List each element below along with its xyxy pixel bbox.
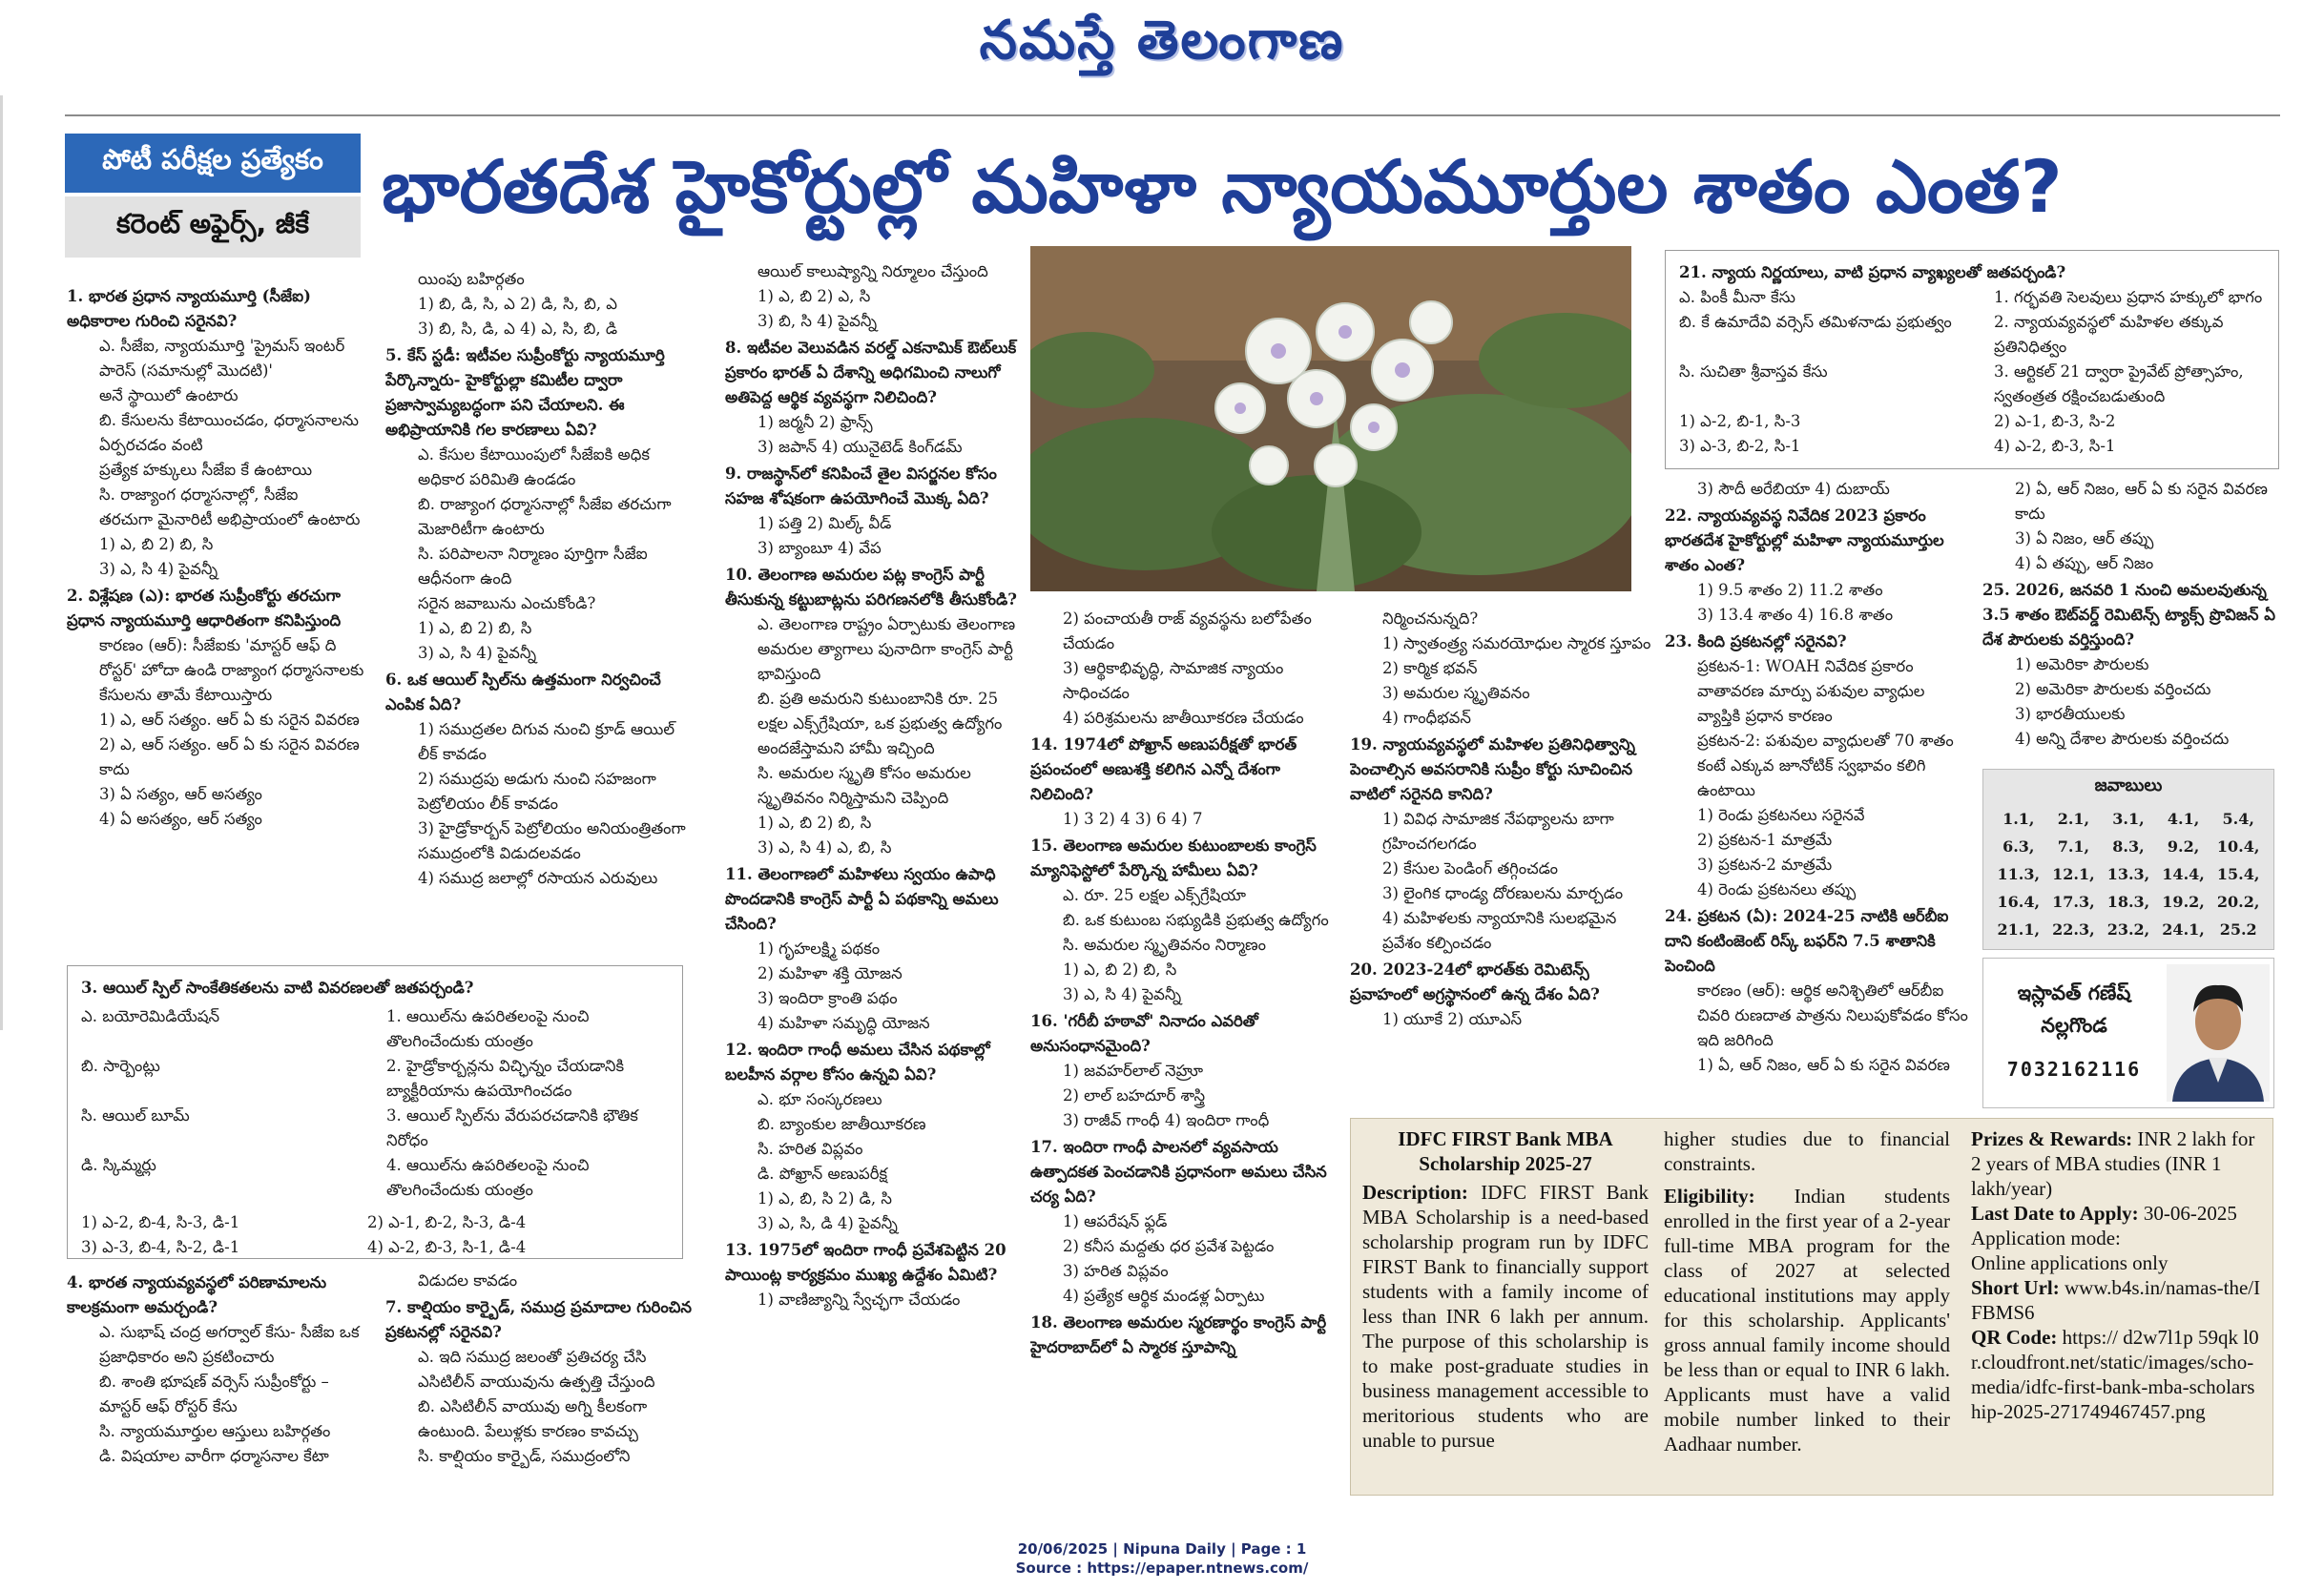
description-continued: higher studies due to financial constraints. xyxy=(1664,1127,1950,1175)
option-text: సి. కాల్షియం కార్బైడ్, సముద్రంలోని xyxy=(418,1447,631,1465)
option-text: 2) అమెరికా పౌరులకు వర్తించదు xyxy=(2015,680,2211,698)
option-text: 1) స్వాతంత్ర్య సమరయోధుల స్మారక స్తూపం 2) కార్మిక భవన్ xyxy=(1382,634,1651,677)
option-text: 3) రాజీవ్ గాంధీ 4) ఇందిరా గాంధీ xyxy=(1063,1111,1270,1129)
author-box xyxy=(1982,958,2274,1108)
option-text: 4) పరిశ్రమలను జాతీయీకరణ చేయడం xyxy=(1063,709,1304,727)
match-right: 1. గర్భవతి సెలవులు ప్రధాన హక్కులో భాగం xyxy=(1994,288,2263,306)
option-text: 3) బి, సి, డి, ఎ 4) ఎ, సి, బి, డి xyxy=(418,320,618,338)
prizes xyxy=(1971,1126,2261,1201)
option-text: ఎ. ఇది సముద్ర జలంతో ప్రతిచర్య చేసి ఎసిటిలీన్ వాయువును ఉత్పత్తి చేస్తుంది xyxy=(418,1348,655,1391)
option-text: 3) బ్యాంబూ 4) వేప xyxy=(757,539,882,557)
column-3 xyxy=(725,259,1021,1528)
match-option: 3) ఎ-3, బి-4, సి-2, డి-1 xyxy=(81,1238,240,1256)
author-city: నల్లగొండ xyxy=(2041,1014,2107,1037)
option-text: 2) కేసుల పెండింగ్ తగ్గించడం xyxy=(1382,859,1559,878)
option-text: సి. అమరుల స్మృతి కోసం అమరుల స్మృతివనం నిర్మిస్తామని చెప్పింది xyxy=(757,764,971,807)
option-text: 3) భారతీయులకు xyxy=(2015,705,2126,723)
option-text: బి. బ్యాంకుల జాతీయీకరణ xyxy=(757,1115,926,1133)
option-text: 4) మహిళా సమృద్ధి యోజన xyxy=(757,1014,930,1032)
option-text: 1) గృహలక్ష్మి పథకం xyxy=(757,940,881,958)
option-text: 4) ప్రత్యేక ఆర్థిక మండళ్ల ఏర్పాటు xyxy=(1063,1287,1265,1305)
option-text: 3) ఎ, సి 4) పైవన్నీ xyxy=(99,560,218,578)
option-text: ప్రకటన-2: పశువుల వ్యాధులతో 70 శాతం కంటే ఎక్కువ జూనోటిక్ స్వభావం కలిగి ఉంటాయి xyxy=(1697,732,1954,799)
option-text: 4) సముద్ర జలాల్లో రసాయన ఎరువులు xyxy=(418,869,658,887)
answer-cell: 11.3, xyxy=(1997,865,2041,883)
match-option: 2) ఎ-1, బి-3, సి-2 xyxy=(1994,412,2116,430)
answers-row xyxy=(1991,860,2266,888)
answers-row xyxy=(1991,916,2266,943)
headline: భారతదేశ హైకోర్టుల్లో మహిళా న్యాయమూర్తుల శాతం ఎంత? xyxy=(382,144,2063,229)
footer xyxy=(0,1539,2324,1578)
option-text: 2) సముద్రపు అడుగు నుంచి సహజంగా పెట్రోలియం లీక్ కావడం xyxy=(418,770,656,813)
qr-label: QR Code: xyxy=(1971,1326,2058,1349)
option-text: నిర్మించనున్నది? xyxy=(1382,609,1479,628)
answer-cell: 13.3, xyxy=(2106,865,2150,883)
question-21-box xyxy=(1665,250,2279,469)
answer-cell: 12.1, xyxy=(2052,865,2095,883)
answer-cell: 6.3, xyxy=(2002,837,2035,856)
option-text: డి. పోఖ్రాన్ అణుపరీక్ష xyxy=(757,1165,888,1183)
match-left: ఎ. బయోరెమిడియేషన్ xyxy=(81,1007,220,1025)
option-text: 3) ఎ, సి, డి 4) పైవన్నీ xyxy=(757,1214,898,1232)
question-text: 19. న్యాయవ్యవస్థలో మహిళల ప్రతినిధిత్వాన్ని పెంచాల్సిన అవసరానికి సుప్రీం కోర్టు సూచించిన వాటిలో సరైనది కానిది? xyxy=(1350,735,1635,803)
option-text: 2) ఎ, ఆర్ సత్యం. ఆర్ ఏ కు సరైన వివరణ కాదు xyxy=(99,735,360,778)
page-edge xyxy=(0,95,3,1030)
match-right: 2. న్యాయవ్యవస్థలో మహిళల తక్కువ ప్రతినిధిత్వం xyxy=(1994,313,2224,356)
author-photo xyxy=(2167,964,2270,1102)
answer-cell: 17.3, xyxy=(2052,893,2095,911)
match-right: 2. హైడ్రోకార్బన్లను విచ్ఛిన్నం చేయడానికి బ్యాక్టీరియాను ఉపయోగించడం xyxy=(386,1057,625,1100)
option-text: 3) ఏ సత్యం, ఆర్ అసత్యం xyxy=(99,785,262,803)
option-text: కారణం (ఆర్): ఆర్థిక అనిశ్చితిలో ఆర్‌బీఐ చివరి రుణదాత పాత్రను నిలుపుకోవడం కోసం ఇది జరిగింది xyxy=(1697,981,1968,1049)
question-text: 22. న్యాయవ్యవస్థ నివేదిక 2023 ప్రకారం భారతదేశ హైకోర్టుల్లో మహిళా న్యాయమూర్తుల శాతం ఎంత? xyxy=(1665,506,1944,574)
match-option: 1) ఎ-2, బి-4, సి-3, డి-1 xyxy=(81,1213,240,1231)
question-text: 1. భారత ప్రధాన న్యాయమూర్తి (సీజేఐ) అధికారాల గురించి సరైనవి? xyxy=(67,287,311,330)
option-text: 3) సౌదీ అరేబియా 4) దుబాయ్ xyxy=(1697,480,1890,498)
section-badge-top: పోటీ పరీక్షల ప్రత్యేకం xyxy=(65,134,361,193)
answer-cell: 8.3, xyxy=(2112,837,2145,856)
option-text: 4) గాంధీభవన్ xyxy=(1382,709,1471,727)
last-date-label: Last Date to Apply: xyxy=(1971,1202,2139,1225)
author-name: ఇస్లావత్ గణేష్ xyxy=(2017,981,2131,1004)
answers-title: జవాబులు xyxy=(2094,775,2163,795)
option-text: 4) రెండు ప్రకటనలు తప్పు xyxy=(1697,880,1857,898)
option-text: 1) పత్తి 2) మిల్క్ వీడ్ xyxy=(757,514,892,532)
options-grid-21 xyxy=(1679,409,2265,459)
match-left: ఎ. పింకీ మీనా కేసు xyxy=(1679,288,1795,306)
option-text: 4) ఏ తప్పు, ఆర్ నిజం xyxy=(2015,554,2154,572)
question-21-title: 21. న్యాయ నిర్ణయాలు, వాటి ప్రధాన వ్యాఖ్యలతో జతపర్చండి? xyxy=(1679,263,2066,281)
answers-table xyxy=(1991,805,2266,943)
option-text: 3) బి, సి 4) పైవన్నీ xyxy=(757,312,878,330)
answer-cell: 3.1, xyxy=(2112,810,2145,828)
option-text: ఎ. రూ. 25 లక్షల ఎక్స్‌గ్రేషియా xyxy=(1063,886,1246,904)
option-text: 1) ఎ, బి 2) బి, సి xyxy=(99,535,214,553)
question-7-block xyxy=(385,1269,693,1526)
option-text: ఎ. సుభాష్ చంద్ర అగర్వాల్ కేసు- సీజేఐ ఒక ప్రజాధికారం అని ప్రకటించారు xyxy=(99,1323,360,1366)
option-text: 1) ఎ, బి 2) బి, సి xyxy=(418,619,532,637)
option-text: 3) ఎ, సి 4) పైవన్నీ xyxy=(1063,985,1182,1003)
option-text: యింపు బహిర్గతం xyxy=(418,270,525,288)
answer-cell: 18.3, xyxy=(2106,893,2150,911)
option-text: ఎ. తెలంగాణ రాష్ట్రం ఏర్పాటుకు తెలంగాణ అమరుల త్యాగాలు పునాదిగా కాంగ్రెస్ పార్టీ భావిస్తుంది xyxy=(757,615,1016,683)
option-text: బి. రాజ్యాంగ ధర్మాసనాల్లో సీజేఐ తరచుగా మెజారిటీగా ఉంటారు xyxy=(418,495,672,538)
qr-code xyxy=(1971,1325,2261,1424)
match-right: 4. ఆయిల్‌ను ఉపరితలంపై నుంచి తొలగించేందుకు యంత్రం xyxy=(386,1156,590,1199)
question-text: 6. ఒక ఆయిల్ స్పిల్‌ను ఉత్తమంగా నిర్వచించే ఎంపిక ఏది? xyxy=(385,671,661,713)
match-option: 2) ఎ-1, బి-2, సి-3, డి-4 xyxy=(367,1213,527,1231)
option-text: 1) వివిధ సామాజిక నేపథ్యాలను బాగా గ్రహించగలగడం xyxy=(1382,810,1614,853)
answers-box xyxy=(1982,769,2274,950)
option-text: ఎ. సీజేఐ, న్యాయమూర్తి 'ప్రైమస్ ఇంటర్ పారెస్ (సమానుల్లో మొదటి)' xyxy=(99,337,345,380)
footer-date-line: 20/06/2025 | Nipuna Daily | Page : 1 xyxy=(1017,1540,1307,1558)
question-text: 13. 1975లో ఇందిరా గాంధీ ప్రవేశపెట్టిన 20 పాయింట్ల కార్యక్రమం ముఖ్య ఉద్దేశం ఏమిటి? xyxy=(725,1241,1006,1284)
question-text: 25. 2026, జనవరి 1 నుంచి అమలవుతున్న 3.5 శాతం ఔట్‌వర్డ్ రెమిటెన్స్ ట్యాక్స్ ప్రొవిజన్ ఏ దేశ పౌరులకు వర్తిస్తుంది? xyxy=(1982,581,2275,649)
column-2 xyxy=(385,267,693,950)
option-text: 2) లాల్ బహదూర్ శాస్త్రి xyxy=(1063,1086,1206,1105)
answer-cell: 5.4, xyxy=(2222,810,2254,828)
answer-cell: 21.1, xyxy=(1997,920,2041,939)
option-text: బి. ఒక కుటుంబ సభ్యుడికి ప్రభుత్వ ఉద్యోగం xyxy=(1063,911,1329,929)
question-text: 8. ఇటీవల వెలువడిన వరల్డ్ ఎకనామిక్ ఔట్‌లుక్ ప్రకారం భారత్ ఏ దేశాన్ని అధిగమించి నాలుగో అతిపెద్ద ఆర్థిక వ్యవస్థగా నిలిచింది? xyxy=(725,339,1017,406)
option-text: 1) 9.5 శాతం 2) 11.2 శాతం xyxy=(1697,581,1883,599)
application-mode xyxy=(1971,1226,2261,1275)
match-right: 3. ఆర్టికల్ 21 ద్వారా ప్రైవేట్ ప్రోత్సాహం, స్వతంత్రత రక్షించబడుతుంది xyxy=(1994,362,2244,405)
question-text: 10. తెలంగాణ అమరుల పట్ల కాంగ్రెస్ పార్టీ తీసుకున్న కట్టుబాట్లను పరిగణనలోకి తీసుకోండి? xyxy=(725,566,1017,609)
short-url-label: Short Url: xyxy=(1971,1276,2060,1299)
option-text: 1) యూకే 2) యూఎస్ xyxy=(1382,1010,1523,1028)
option-text: బి. ప్రతి అమరుని కుటుంబానికి రూ. 25 లక్షల ఎక్స్‌గ్రేషియా, ఒక ప్రభుత్వ ఉద్యోగం అందజేస్తామని హామీ ఇచ్చింది xyxy=(757,690,1003,757)
option-text: సి. న్యాయమూర్తుల ఆస్తులు బహిర్గతం xyxy=(99,1422,331,1440)
option-text: బి. ఎసిటిలీన్ వాయువు అగ్ని కీలకంగా ఉంటుంది. పేలుళ్లకు కారణం కావచ్చు xyxy=(418,1397,648,1440)
match-left: బి. సార్బెంట్లు xyxy=(81,1057,160,1075)
answer-cell: 4.1, xyxy=(2167,810,2200,828)
question-text: 15. తెలంగాణ అమరుల కుటుంబాలకు కాంగ్రెస్ మ్యానిఫెస్టోలో పేర్కొన్న హామీలు ఏవి? xyxy=(1030,836,1317,879)
question-text: 5. కేస్ స్టడీ: ఇటీవల సుప్రీంకోర్టు న్యాయమూర్తి పేర్కొన్నారు- హైకోర్టుల్లా కమిటీల ద్వారా ప్రజాస్వామ్యబద్ధంగా పని చేయాలని. ఈ అభిప్రాయానికి గల కారణాలు ఏవి? xyxy=(385,346,665,439)
option-text: 3) 13.4 శాతం 4) 16.8 శాతం xyxy=(1697,606,1894,624)
option-text: 1) ఎ, బి 2) బి, సి xyxy=(757,814,872,832)
answer-cell: 7.1, xyxy=(2057,837,2090,856)
description-label: Description: xyxy=(1362,1181,1468,1204)
author-phone: 7032162116 xyxy=(2006,1058,2142,1081)
scholarship-col-3 xyxy=(1971,1126,2261,1424)
option-text: 1) బి, డి, సి, ఎ 2) డి, సి, బి, ఎ xyxy=(418,295,618,313)
options-grid xyxy=(81,1210,669,1260)
question-text: 4. భారత న్యాయవ్యవస్థలో పరిణామాలను కాలక్రమంగా అమర్చండి? xyxy=(67,1273,327,1316)
question-text: 20. 2023-24లో భారత్‌కు రెమిటెన్స్ ప్రవాహంలో అగ్రస్థానంలో ఉన్న దేశం ఏది? xyxy=(1350,960,1600,1003)
question-text: 2. విశ్లేషణ (ఎ): భారత సుప్రీంకోర్టు తరచుగా ప్రధాన న్యాయమూర్తి ఆధారితంగా కనిపిస్తుంది xyxy=(67,587,342,630)
question-text: 12. ఇందిరా గాంధీ అమలు చేసిన పథకాల్లో బలహీన వర్గాల కోసం ఉన్నవి ఏవి? xyxy=(725,1041,990,1084)
question-text: 9. రాజస్థాన్‌లో కనిపించే తైల విసర్జనల కోసం సహజ శోషకంగా ఉపయోగించే మొక్క ఏది? xyxy=(725,465,997,507)
option-text: ప్రకటన-1: WOAH నివేదిక ప్రకారం వాతావరణ మార్పు పశువుల వ్యాధుల వ్యాప్తికి ప్రధాన కారణం xyxy=(1697,657,1925,725)
answer-cell: 14.4, xyxy=(2162,865,2205,883)
answer-cell: 19.2, xyxy=(2162,893,2205,911)
answer-cell: 10.4, xyxy=(2216,837,2260,856)
column-6 xyxy=(1665,477,1972,1112)
answer-cell: 16.4, xyxy=(1997,893,2041,911)
question-text: 23. కింది ప్రకటనల్లో సరైనవి? xyxy=(1665,632,1847,650)
column-7 xyxy=(1982,477,2278,763)
option-text: సి. పరిపాలనా నిర్మాణం పూర్తిగా సీజేఐ ఆధీనంగా ఉంది xyxy=(418,545,648,588)
match-left: సి. సుచితా శ్రీవాస్తవ కేసు xyxy=(1679,362,1828,381)
short-url xyxy=(1971,1275,2261,1325)
match-left: బి. కే ఉమాదేవి వర్సెస్ తమిళనాడు ప్రభుత్వం xyxy=(1679,313,1952,331)
option-text: డి. విషయాల వారీగా ధర్మాసనాల కేటా xyxy=(99,1447,329,1465)
short-url-link[interactable]: www.b4s.in/namas-the/IFBMS6 xyxy=(1971,1276,2261,1324)
question-3-box xyxy=(67,965,683,1259)
answer-cell: 25.2 xyxy=(2219,920,2257,939)
answer-cell: 9.2, xyxy=(2167,837,2200,856)
match-right: 3. ఆయిల్ స్పిల్‌ను వేరుపరచడానికి భౌతిక నిరోధం xyxy=(386,1106,638,1149)
prizes-text: INR 2 lakh for 2 years of MBA studies (INR 1 lakh/year) xyxy=(1971,1127,2255,1200)
column-4 xyxy=(1030,607,1336,1528)
option-text: 3) హైడ్రోకార్బన్ పెట్రోలియం అనియంత్రితంగా సముద్రంలోకి విడుదలవడం xyxy=(418,819,686,862)
option-text: 3) ఎ, సి 4) పైవన్నీ xyxy=(418,644,537,662)
option-text: 2) పంచాయతీ రాజ్ వ్యవస్థను బలోపేతం చేయడం xyxy=(1063,609,1312,652)
option-text: 2) మహిళా శక్తి యోజన xyxy=(757,964,903,982)
last-date-value: 30-06-2025 xyxy=(2143,1202,2237,1225)
match-left: డి. స్కిమ్మర్లు xyxy=(81,1156,156,1174)
match-option: 4) ఎ-2, బి-3, సి-1 xyxy=(1994,437,2116,455)
option-text: సి. హరిత విప్లవం xyxy=(757,1140,863,1158)
option-text: కారణం (ఆర్): సీజేఐకు 'మాస్టర్ ఆఫ్ ది రోస్టర్' హోదా ఉండి రాజ్యాంగ ధర్మాసనాలకు కేసులను తామే కేటాయిస్తారు xyxy=(99,636,364,704)
option-text: ప్రత్యేక హక్కులు సీజేఐ కే ఉంటాయి xyxy=(99,461,313,479)
eligibility-text: Indian students enrolled in the first year of a 2-year full-time MBA program for the class of 2027 at selected educational institutions may apply for this scholarship. Applicants' gross annual family income should be less than or equal to INR 6 lakh. Applicants must have a valid mobile number linked to their Aadhaar number. xyxy=(1664,1185,1951,1456)
match-option: 3) ఎ-3, బి-2, సి-1 xyxy=(1679,437,1801,455)
scholarship-box xyxy=(1350,1118,2273,1496)
scholarship-col-2 xyxy=(1664,1126,1950,1456)
scholarship-title: IDFC FIRST Bank MBA Scholarship 2025-27 xyxy=(1398,1127,1613,1175)
question-text: 24. ప్రకటన (ఏ): 2024-25 నాటికి ఆర్‌బీఐ దాని కంటింజెంట్ రిస్క్ బఫర్‌ని 7.5 శాతానికి పెంచింది xyxy=(1665,907,1949,975)
answers-row xyxy=(1991,805,2266,833)
plant-flowers-image xyxy=(1030,246,1631,591)
option-text: 4) అన్ని దేశాల పౌరులకు వర్తించదు xyxy=(2015,730,2230,748)
mode-label: Application mode: xyxy=(1971,1227,2121,1249)
option-text: 2) కనీస మద్దతు ధర ప్రవేశ పెట్టడం xyxy=(1063,1237,1275,1255)
answers-row xyxy=(1991,833,2266,860)
question-3-title: 3. ఆయిల్ స్పిల్ సాంకేతికతలను వాటి వివరణలతో జతపర్చండి? xyxy=(81,979,474,997)
option-text: ఎ. భూ సంస్కరణలు xyxy=(757,1090,882,1108)
option-text: 1) సముద్రతల దిగువ నుంచి క్రూడ్ ఆయిల్ లీక్ కావడం xyxy=(418,720,675,763)
qr-link[interactable]: https:// d2w7l1p 59qk l0r.cloudfront.net/static/images/scho-media/idfc-first-bank-mba-scholarship-2025-271749467457.png xyxy=(1971,1326,2259,1423)
answer-cell: 1.1, xyxy=(2002,810,2035,828)
masthead-logo: నమస్తే తెలంగాణ xyxy=(979,10,1345,72)
description-text: IDFC FIRST Bank MBA Scholarship is a need-based scholarship program run by IDFC FIRST Bank to financially support students with a family income of less than INR 6 lakh per annum. The purpose of this scholarship is to make post-graduate studies in business management accessible to meritorious students who are unable to pursue xyxy=(1362,1181,1650,1452)
option-text: సి. రాజ్యాంగ ధర్మాసనాల్లో, సీజేఐ xyxy=(99,485,299,504)
option-text: బి. శాంతి భూషణ్ వర్సెస్ సుప్రీంకోర్టు – మాస్టర్ ఆఫ్ రోస్టర్ కేసు xyxy=(99,1373,329,1415)
option-text: ఆయిల్ కాలుష్యాన్ని నిర్మూలం చేస్తుంది xyxy=(757,262,988,280)
option-text: సి. అమరుల స్మృతివనం నిర్మాణం xyxy=(1063,936,1266,954)
option-text: 3) ఎ, సి 4) ఎ, బి, సి xyxy=(757,838,892,857)
option-text: 1) రెండు ప్రకటనలు సరైనవే xyxy=(1697,806,1865,824)
answer-cell: 24.1, xyxy=(2162,920,2205,939)
option-text: 1) ఎ, బి 2) బి, సి xyxy=(1063,960,1177,979)
option-text: 3) జపాన్ 4) యునైటెడ్ కింగ్‌డమ్ xyxy=(757,438,963,456)
question-text: 14. 1974లో పోఖ్రాన్ అణుపరీక్షతో భారత్ ప్రపంచంలో అణుశక్తి కలిగిన ఎన్నో దేశంగా నిలిచింది? xyxy=(1030,735,1297,803)
footer-source-line[interactable]: Source : https://epaper.ntnews.com/ xyxy=(1015,1559,1309,1577)
scholarship-col-1 xyxy=(1362,1126,1649,1453)
option-text: 1) 3 2) 4 3) 6 4) 7 xyxy=(1063,810,1203,828)
match-option: 1) ఎ-2, బి-1, సి-3 xyxy=(1679,412,1801,430)
option-text: 1) జర్మనీ 2) ఫ్రాన్స్ xyxy=(757,413,873,431)
option-text: 1) అమెరికా పౌరులకు xyxy=(2015,655,2149,673)
match-right: 1. ఆయిల్‌ను ఉపరితలంపై నుంచి తొలగించేందుకు యంత్రం xyxy=(386,1007,590,1050)
option-text: 4) ఏ అసత్యం, ఆర్ సత్యం xyxy=(99,810,262,828)
match-option: 4) ఎ-2, బి-3, సి-1, డి-4 xyxy=(367,1238,527,1256)
option-text: 3) ఇందిరా క్రాంతి పథం xyxy=(757,989,898,1007)
question-text: 11. తెలంగాణలో మహిళలు స్వయం ఉపాధి పొందడానికి కాంగ్రెస్ పార్టీ ఏ పథకాన్ని అమలు చేసింది? xyxy=(725,865,999,933)
option-text: 3) అమరుల స్మృతివనం xyxy=(1382,684,1530,702)
flower-photo xyxy=(1030,246,1631,591)
option-text: 1) ఆపరేషన్ ఫ్లడ్ xyxy=(1063,1212,1168,1230)
prizes-label: Prizes & Rewards: xyxy=(1971,1127,2133,1150)
question-text: 16. 'గరీబీ హఠావో' నినాదం ఎవరితో అనుసంధానమైంది? xyxy=(1030,1012,1258,1055)
question-4-block xyxy=(67,1269,374,1526)
option-text: 1) ఎ, బి, సి 2) డి, సి xyxy=(757,1189,892,1208)
header-rule xyxy=(65,114,2280,116)
option-text: 4) మహిళలకు న్యాయానికి సులభమైన ప్రవేశం కల్పించడం xyxy=(1382,909,1617,952)
match-grid-21 xyxy=(1679,285,2265,409)
last-date xyxy=(1971,1201,2261,1226)
option-text: బి. కేసులను కేటాయించడం, ధర్మాసనాలను ఏర్పరచడం వంటి xyxy=(99,411,359,454)
section-badge-bottom: కరెంట్ అఫైర్స్, జీకే xyxy=(65,196,361,258)
question-text: 18. తెలంగాణ అమరుల స్మరణార్థం కాంగ్రెస్ పార్టీ హైదరాబాద్‌లో ఏ స్మారక స్తూపాన్ని xyxy=(1030,1313,1327,1356)
option-text: అనే స్థాయిలో ఉంటారు xyxy=(99,386,239,404)
option-text: 3) ఏ నిజం, ఆర్ తప్పు xyxy=(2015,529,2154,547)
option-text: 1) జవహర్‌లాల్ నెహ్రూ xyxy=(1063,1062,1204,1080)
mode-value: Online applications only xyxy=(1971,1251,2168,1274)
answer-cell: 23.2, xyxy=(2106,920,2150,939)
option-text: 1) ఎ, ఆర్ సత్యం. ఆర్ ఏ కు సరైన వివరణ xyxy=(99,711,360,729)
option-text: విడుదల కావడం xyxy=(418,1271,518,1290)
answer-cell: 22.3, xyxy=(2052,920,2095,939)
option-text: 3) ప్రకటన-2 మాత్రమే xyxy=(1697,856,1833,874)
answer-cell: 20.2, xyxy=(2216,893,2260,911)
option-text: 3) లైంగిక ధాండ్య దోరణులను మార్చడం xyxy=(1382,884,1624,902)
option-text: సరైన జవాబును ఎంచుకోండి? xyxy=(418,594,596,612)
avatar xyxy=(2167,964,2270,1102)
column-5 xyxy=(1350,607,1657,1112)
eligibility-label: Eligibility: xyxy=(1664,1185,1755,1208)
answers-row xyxy=(1991,888,2266,916)
option-text: 3) హరిత విప్లవం xyxy=(1063,1262,1169,1280)
option-text: 1) వాణిజ్యాన్ని స్వేచ్ఛగా చేయడం xyxy=(757,1291,961,1309)
match-left: సి. ఆయిల్ బూమ్ xyxy=(81,1106,190,1125)
option-text: 3) ఆర్థికాభివృద్ధి, సామాజిక న్యాయం సాధించడం xyxy=(1063,659,1284,702)
column-1 xyxy=(67,282,374,950)
match-grid xyxy=(81,1004,669,1203)
question-text: 7. కాల్షియం కార్బైడ్, సముద్ర ప్రమాదాల గురించిన ప్రకటనల్లో సరైనవి? xyxy=(385,1298,692,1341)
question-text: 17. ఇందిరా గాంధీ పాలనలో వ్యవసాయ ఉత్పాదకత పెంచడానికి ప్రధానంగా అమలు చేసిన చర్య ఏది? xyxy=(1030,1138,1327,1206)
answer-cell: 15.4, xyxy=(2216,865,2260,883)
option-text: 1) ఏ, ఆర్ నిజం, ఆర్ ఏ కు సరైన వివరణ xyxy=(1697,1056,1950,1074)
answer-cell: 2.1, xyxy=(2057,810,2090,828)
eligibility xyxy=(1664,1184,1950,1456)
option-text: తరచుగా మైనారిటీ అభిప్రాయంలో ఉంటారు xyxy=(99,510,361,528)
option-text: ఎ. కేసుల కేటాయింపులో సీజేఐకి అధిక అధికార పరిమితి ఉండడం xyxy=(418,445,650,488)
option-text: 2) ఏ, ఆర్ నిజం, ఆర్ ఏ కు సరైన వివరణ కాదు xyxy=(2015,480,2268,523)
option-text: 1) ఎ, బి 2) ఎ, సి xyxy=(757,287,871,305)
scholarship-description xyxy=(1362,1180,1649,1453)
option-text: 2) ప్రకటన-1 మాత్రమే xyxy=(1697,831,1833,849)
